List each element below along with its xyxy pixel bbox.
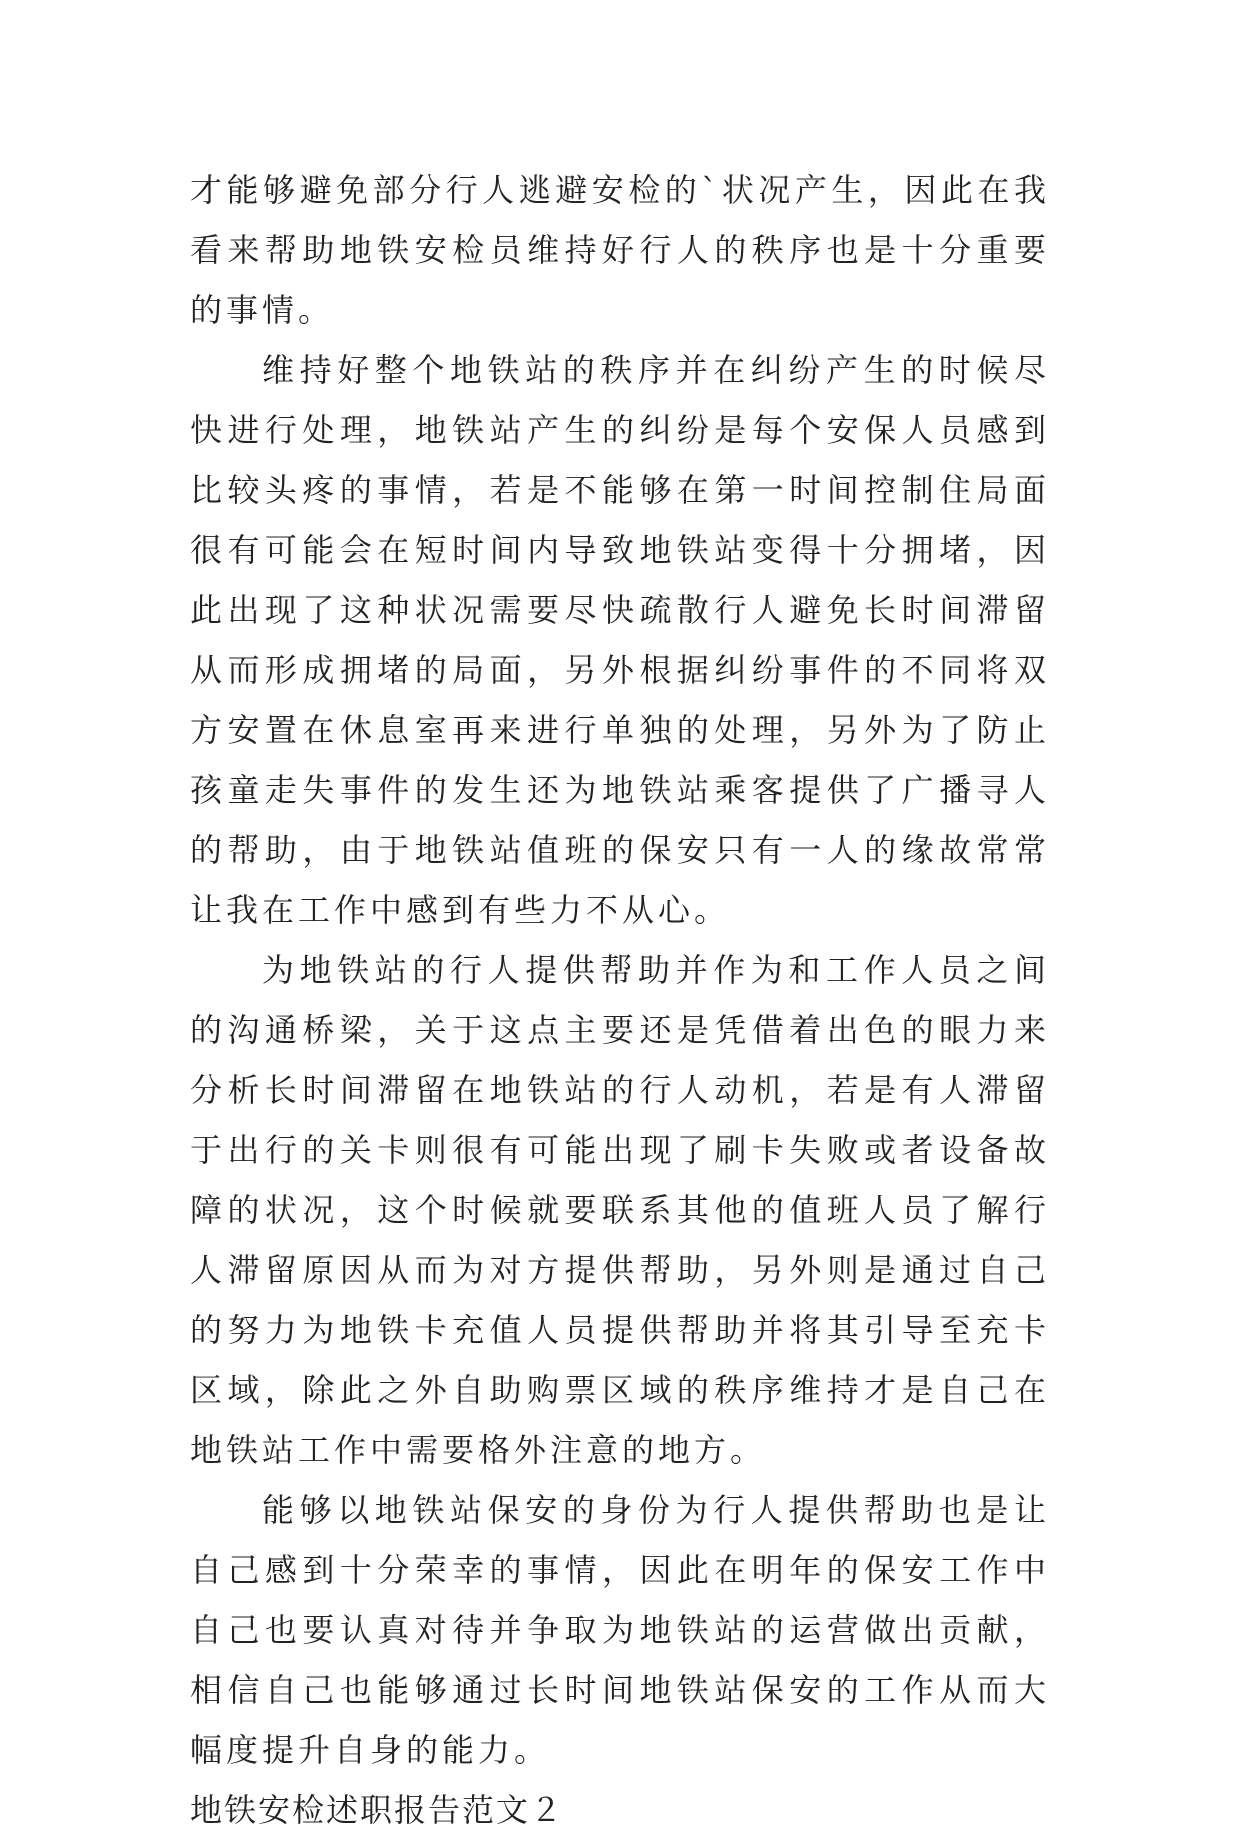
paragraph-1: 才能够避免部分行人逃避安检的`状况产生，因此在我看来帮助地铁安检员维持好行人的秩序也是十分重要的事情。: [190, 171, 1050, 329]
paragraph-4: 能够以地铁站保安的身份为行人提供帮助也是让自己感到十分荣幸的事情，因此在明年的保安工作中自己也要认真对待并争取为地铁站的运营做出贡献，相信自己也能够通过长时间地铁站保安的工作从而大幅度提升自身的能力。: [190, 1491, 1050, 1769]
document-body: [190, 160, 1050, 1840]
paragraph-3: 为地铁站的行人提供帮助并作为和工作人员之间的沟通桥梁，关于这点主要还是凭借着出色的眼力来分析长时间滞留在地铁站的行人动机，若是有人滞留于出行的关卡则很有可能出现了刷卡失败或者设备故障的状况，这个时候就要联系其他的值班人员了解行人滞留原因从而为对方提供帮助，另外则是通过自己的努力为地铁卡充值人员提供帮助并将其引导至充卡区域，除此之外自助购票区域的秩序维持才是自己在地铁站工作中需要格外注意的地方。: [190, 951, 1050, 1469]
section-heading: 地铁安检述职报告范文２: [190, 1791, 565, 1829]
paragraph-2: 维持好整个地铁站的秩序并在纠纷产生的时候尽快进行处理，地铁站产生的纠纷是每个安保人员感到比较头疼的事情，若是不能够在第一时间控制住局面很有可能会在短时间内导致地铁站变得十分拥堵，因此出现了这种状况需要尽快疏散行人避免长时间滞留从而形成拥堵的局面，另外根据纠纷事件的不同将双方安置在休息室再来进行单独的处理，另外为了防止孩童走失事件的发生还为地铁站乘客提供了广播寻人的帮助，由于地铁站值班的保安只有一人的缘故常常让我在工作中感到有些力不从心。: [190, 351, 1050, 929]
